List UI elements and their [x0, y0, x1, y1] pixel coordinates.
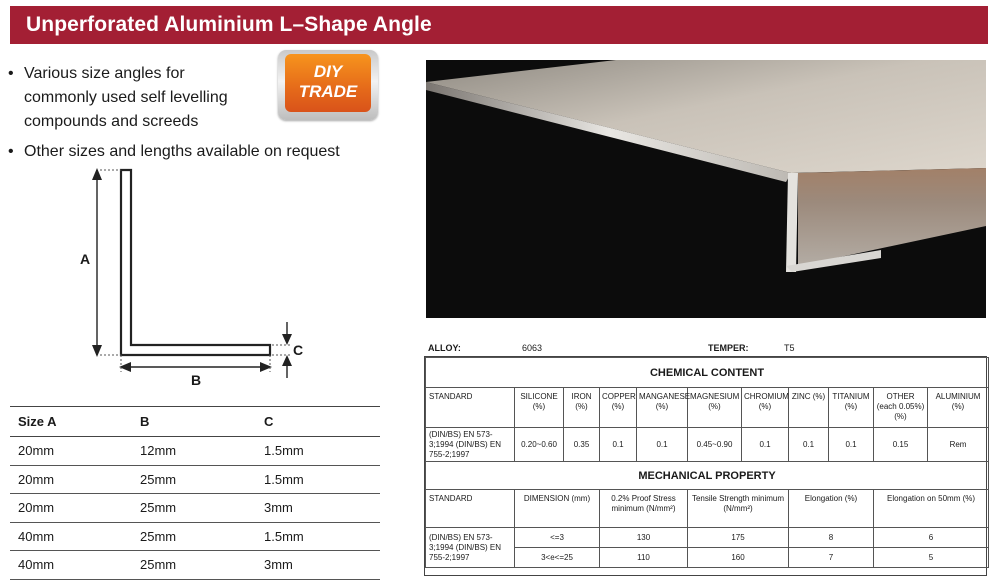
- mechanical-header: STANDARD: [426, 490, 515, 528]
- size-a-cell: 40mm: [10, 551, 132, 580]
- alloy-value: 6063: [522, 343, 543, 353]
- size-c-cell: 1.5mm: [256, 465, 380, 494]
- mechanical-value: 175: [688, 528, 789, 548]
- size-b-cell: 25mm: [132, 465, 256, 494]
- chemical-value: 0.1: [600, 428, 637, 462]
- specification-table: [424, 356, 987, 576]
- size-b-cell: 12mm: [132, 437, 256, 466]
- diy-trade-badge: [278, 50, 378, 120]
- table-row: [10, 551, 380, 580]
- mechanical-title-row: [426, 462, 989, 490]
- chemical-value: 0.1: [637, 428, 688, 462]
- table-row: [10, 437, 380, 466]
- chemical-value: 0.1: [742, 428, 789, 462]
- size-a-cell: 20mm: [10, 494, 132, 523]
- feature-item: • Various size angles for commonly used self levelling compounds and screeds: [8, 62, 258, 134]
- chemical-title-row: [426, 358, 989, 388]
- dimension-c-arrow-bottom: [282, 355, 292, 366]
- chemical-value: 0.35: [564, 428, 600, 462]
- mechanical-row: [426, 528, 989, 548]
- chemical-header: STANDARD: [426, 388, 515, 428]
- alloy-temper-row: [426, 343, 986, 357]
- mechanical-value: 130: [600, 528, 688, 548]
- badge-face: [285, 54, 371, 112]
- size-c-cell: 3mm: [256, 551, 380, 580]
- screed-cross-section: [798, 168, 986, 266]
- table-row: [10, 494, 380, 523]
- size-c-cell: 1.5mm: [256, 437, 380, 466]
- mechanical-value: 160: [688, 548, 789, 568]
- product-photo-illustration: [426, 60, 986, 318]
- badge-line-1: DIY: [313, 62, 343, 81]
- chemical-header: MANGANESE (%): [637, 388, 688, 428]
- temper-label: TEMPER:: [708, 343, 749, 353]
- chemical-standard: (DIN/BS) EN 573-3;1994 (DIN/BS) EN 755-2;1997: [426, 428, 515, 462]
- spec-grid: [425, 357, 989, 568]
- l-profile-shape: [121, 170, 270, 355]
- chemical-value-row: [426, 428, 989, 462]
- mechanical-header: DIMENSION (mm): [515, 490, 600, 528]
- feature-item: • Other sizes and lengths available on request: [8, 140, 348, 164]
- chemical-content-title: CHEMICAL CONTENT: [426, 358, 989, 388]
- size-a-cell: 20mm: [10, 437, 132, 466]
- chemical-value: Rem: [928, 428, 989, 462]
- size-b-cell: 25mm: [132, 551, 256, 580]
- size-table-header: B: [132, 407, 256, 437]
- size-table-header-row: [10, 407, 380, 437]
- size-c-cell: 3mm: [256, 494, 380, 523]
- chemical-header: TITANIUM (%): [829, 388, 874, 428]
- angle-vertical-face: [786, 173, 798, 272]
- dimension-b-label: B: [191, 372, 202, 388]
- chemical-header: IRON (%): [564, 388, 600, 428]
- size-b-cell: 25mm: [132, 522, 256, 551]
- mechanical-property-title: MECHANICAL PROPERTY: [426, 462, 989, 490]
- mechanical-value: 3<e<=25: [515, 548, 600, 568]
- chemical-value: 0.1: [829, 428, 874, 462]
- chemical-value: 0.1: [789, 428, 829, 462]
- mechanical-header: 0.2% Proof Stress minimum (N/mm²): [600, 490, 688, 528]
- mechanical-value: <=3: [515, 528, 600, 548]
- size-table-header: C: [256, 407, 380, 437]
- size-table: [10, 406, 380, 580]
- table-row: [10, 522, 380, 551]
- size-table-header: Size A: [10, 407, 132, 437]
- mechanical-header: Elongation on 50mm (%): [874, 490, 989, 528]
- chemical-header: COPPER (%): [600, 388, 637, 428]
- mechanical-header: Tensile Strength minimum (N/mm²): [688, 490, 789, 528]
- l-angle-drawing: [70, 160, 310, 395]
- chemical-header: ALUMINIUM (%): [928, 388, 989, 428]
- mechanical-value: 5: [874, 548, 989, 568]
- mechanical-header: Elongation (%): [789, 490, 874, 528]
- l-angle-diagram: [70, 160, 310, 395]
- chemical-value: 0.15: [874, 428, 928, 462]
- temper-value: T5: [784, 343, 795, 353]
- mechanical-value: 110: [600, 548, 688, 568]
- dimension-c-arrow-top: [282, 334, 292, 345]
- page-title: Unperforated Aluminium L–Shape Angle: [26, 13, 432, 36]
- size-b-cell: 25mm: [132, 494, 256, 523]
- product-photo: [426, 60, 986, 318]
- mechanical-header-row: [426, 490, 989, 528]
- size-c-cell: 1.5mm: [256, 522, 380, 551]
- badge-line-2: TRADE: [298, 82, 358, 101]
- chemical-header: OTHER (each 0.05%) (%): [874, 388, 928, 428]
- mechanical-standard: (DIN/BS) EN 573-3;1994 (DIN/BS) EN 755-2;1997: [426, 528, 515, 568]
- size-a-cell: 40mm: [10, 522, 132, 551]
- size-a-cell: 20mm: [10, 465, 132, 494]
- mechanical-value: 8: [789, 528, 874, 548]
- chemical-header: SILICONE (%): [515, 388, 564, 428]
- dimension-a-label: A: [80, 251, 91, 267]
- chemical-header: CHROMIUM (%): [742, 388, 789, 428]
- mechanical-value: 6: [874, 528, 989, 548]
- chemical-value: 0.45~0.90: [688, 428, 742, 462]
- chemical-header: MAGNESIUM (%): [688, 388, 742, 428]
- dimension-c-label: C: [293, 342, 304, 358]
- alloy-label: ALLOY:: [428, 343, 461, 353]
- table-row: [10, 465, 380, 494]
- chemical-header: ZINC (%): [789, 388, 829, 428]
- chemical-value: 0.20~0.60: [515, 428, 564, 462]
- mechanical-value: 7: [789, 548, 874, 568]
- chemical-header-row: [426, 388, 989, 428]
- title-bar: [10, 6, 988, 44]
